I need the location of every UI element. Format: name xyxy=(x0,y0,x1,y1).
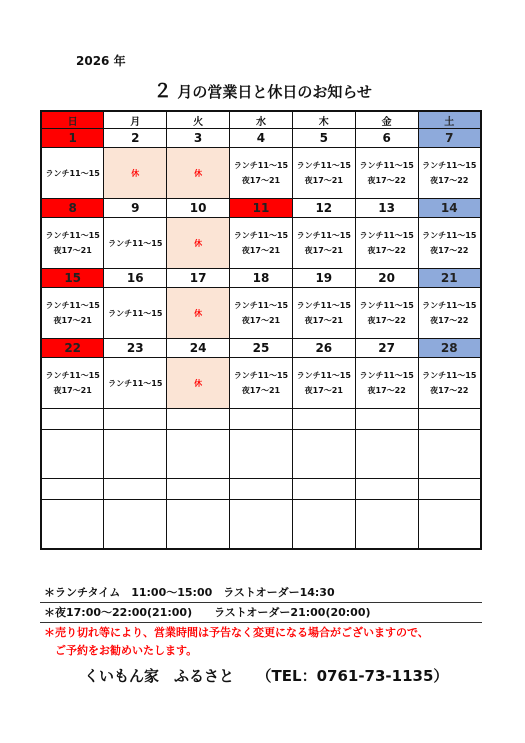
note-warning: ＊売り切れ等により、営業時間は予告なく変更になる場合がございますので、 xyxy=(44,626,429,639)
hours-line: ランチ11～15 xyxy=(233,231,289,240)
hours-line: 夜17～21 xyxy=(304,316,343,325)
empty-cell xyxy=(167,409,230,430)
date-cell: 20 xyxy=(355,269,418,288)
empty-cell xyxy=(230,500,293,550)
date-row xyxy=(41,129,481,148)
hours-cell xyxy=(418,218,481,269)
hours-line: 夜17～22 xyxy=(430,386,469,395)
closed-cell: 休 xyxy=(167,358,230,409)
date-cell: 13 xyxy=(355,199,418,218)
date-cell: 17 xyxy=(167,269,230,288)
hours-cell xyxy=(355,288,418,339)
empty-row xyxy=(41,479,481,500)
hours-line: ランチ11～15 xyxy=(422,231,477,240)
empty-cell xyxy=(355,409,418,430)
hours-cell xyxy=(41,218,104,269)
date-cell: 4 xyxy=(230,129,293,148)
hours-line: ランチ11～15 xyxy=(296,231,351,240)
hours-line: 夜17～21 xyxy=(241,316,281,325)
hours-line: 夜17～22 xyxy=(367,386,406,395)
date-cell: 6 xyxy=(355,129,418,148)
date-cell: 10 xyxy=(167,199,230,218)
closed-cell: 休 xyxy=(167,288,230,339)
hours-row xyxy=(41,358,481,409)
hours-cell xyxy=(355,218,418,269)
hours-line: 夜17～21 xyxy=(241,386,281,395)
hours-line: ランチ11～15 xyxy=(359,301,414,310)
hours-cell xyxy=(418,288,481,339)
empty-cell xyxy=(104,430,167,479)
hours-cell xyxy=(292,218,355,269)
empty-cell xyxy=(418,500,481,550)
weekday-header: 土 xyxy=(418,111,481,129)
empty-cell xyxy=(230,479,293,500)
date-cell: 26 xyxy=(292,339,355,358)
hours-line: ランチ11～15 xyxy=(233,301,289,310)
weekday-header: 月 xyxy=(104,111,167,129)
hours-line: ランチ11～15 xyxy=(422,161,477,170)
hours-line: ランチ11～15 xyxy=(233,371,289,380)
hours-line: 夜17～22 xyxy=(430,176,469,185)
hours-line: 夜17～21 xyxy=(53,316,92,325)
hours-line: ランチ11～15 xyxy=(45,168,100,178)
note-warning-cont: ご予約をお勧めいたします。 xyxy=(55,644,198,657)
hours-line: 夜17～22 xyxy=(367,316,406,325)
hours-line: ランチ11～15 xyxy=(45,231,100,240)
date-cell: 27 xyxy=(355,339,418,358)
empty-cell xyxy=(167,500,230,550)
hours-line: ランチ11～15 xyxy=(233,161,289,170)
date-cell: 25 xyxy=(230,339,293,358)
date-row xyxy=(41,339,481,358)
hours-cell xyxy=(418,358,481,409)
date-cell: 12 xyxy=(292,199,355,218)
closed-cell: 休 xyxy=(167,218,230,269)
hours-line: 夜17～21 xyxy=(304,386,343,395)
hours-cell xyxy=(292,358,355,409)
empty-cell xyxy=(230,430,293,479)
hours-line: ランチ11～15 xyxy=(108,238,163,248)
date-cell: 8 xyxy=(41,199,104,218)
hours-line: ランチ11～15 xyxy=(359,371,414,380)
hours-cell xyxy=(104,288,167,339)
empty-cell xyxy=(41,409,104,430)
empty-cell xyxy=(104,500,167,550)
hours-cell xyxy=(230,288,293,339)
title-month: ２ xyxy=(153,80,173,102)
date-cell: 9 xyxy=(104,199,167,218)
date-cell: 28 xyxy=(418,339,481,358)
shop-footer xyxy=(84,665,448,686)
hours-line: 夜17～21 xyxy=(53,386,92,395)
hours-line: 夜17～21 xyxy=(241,176,281,185)
hours-cell xyxy=(230,218,293,269)
hours-line: ランチ11～15 xyxy=(296,371,351,380)
hours-line: ランチ11～15 xyxy=(359,161,414,170)
note-dinner: ＊夜17:00～22:00(21:00) ラストオーダー21:00(20:00) xyxy=(40,603,482,623)
date-cell: 23 xyxy=(104,339,167,358)
year-label: 2026 年 xyxy=(76,54,126,68)
date-row xyxy=(41,269,481,288)
weekday-header: 火 xyxy=(167,111,230,129)
date-cell: 3 xyxy=(167,129,230,148)
empty-cell xyxy=(418,409,481,430)
weekday-header: 水 xyxy=(230,111,293,129)
shop-tel: （TEL：0761-73-1135） xyxy=(264,667,449,685)
empty-cell xyxy=(355,500,418,550)
hours-cell xyxy=(418,148,481,199)
hours-row xyxy=(41,148,481,199)
date-cell: 11 xyxy=(230,199,293,218)
empty-row xyxy=(41,409,481,430)
empty-row xyxy=(41,430,481,479)
empty-cell xyxy=(418,479,481,500)
hours-line: 夜17～22 xyxy=(367,176,406,185)
empty-cell xyxy=(292,500,355,550)
hours-cell xyxy=(292,148,355,199)
date-cell: 24 xyxy=(167,339,230,358)
note-lunch: ＊ランチタイム 11:00～15:00 ラストオーダー14:30 xyxy=(40,583,482,603)
empty-cell xyxy=(292,430,355,479)
hours-line: 夜17～21 xyxy=(53,246,92,255)
hours-line: ランチ11～15 xyxy=(422,301,477,310)
hours-cell xyxy=(104,358,167,409)
hours-row xyxy=(41,218,481,269)
empty-cell xyxy=(104,479,167,500)
hours-line: ランチ11～15 xyxy=(359,231,414,240)
weekday-header: 金 xyxy=(355,111,418,129)
empty-cell xyxy=(104,409,167,430)
empty-cell xyxy=(355,479,418,500)
hours-line: ランチ11～15 xyxy=(422,371,477,380)
weekday-header-row xyxy=(41,111,481,129)
weekday-header: 木 xyxy=(292,111,355,129)
date-cell: 16 xyxy=(104,269,167,288)
hours-cell xyxy=(230,358,293,409)
empty-cell xyxy=(292,479,355,500)
hours-cell xyxy=(230,148,293,199)
hours-cell xyxy=(41,148,104,199)
date-cell: 21 xyxy=(418,269,481,288)
hours-line: 夜17～22 xyxy=(430,316,469,325)
empty-cell xyxy=(418,430,481,479)
hours-line: 夜17～21 xyxy=(241,246,281,255)
date-cell: 1 xyxy=(41,129,104,148)
empty-cell xyxy=(167,430,230,479)
hours-cell xyxy=(41,358,104,409)
date-cell: 14 xyxy=(418,199,481,218)
hours-cell xyxy=(104,218,167,269)
hours-line: ランチ11～15 xyxy=(45,371,100,380)
closed-cell: 休 xyxy=(104,148,167,199)
shop-name: くいもん家 ふるさと xyxy=(84,667,235,685)
date-row xyxy=(41,199,481,218)
notes-section xyxy=(40,583,482,660)
hours-cell xyxy=(41,288,104,339)
hours-line: 夜17～21 xyxy=(304,246,343,255)
empty-cell xyxy=(167,479,230,500)
empty-row xyxy=(41,500,481,550)
empty-cell xyxy=(41,500,104,550)
date-cell: 15 xyxy=(41,269,104,288)
hours-line: ランチ11～15 xyxy=(108,308,163,318)
hours-line: 夜17～22 xyxy=(367,246,406,255)
empty-cell xyxy=(230,409,293,430)
hours-cell xyxy=(355,358,418,409)
empty-cell xyxy=(41,479,104,500)
page-title xyxy=(0,76,525,103)
date-cell: 5 xyxy=(292,129,355,148)
date-cell: 7 xyxy=(418,129,481,148)
empty-cell xyxy=(292,409,355,430)
closed-cell: 休 xyxy=(167,148,230,199)
hours-line: 夜17～21 xyxy=(304,176,343,185)
hours-line: ランチ11～15 xyxy=(296,301,351,310)
hours-row xyxy=(41,288,481,339)
hours-cell xyxy=(355,148,418,199)
date-cell: 19 xyxy=(292,269,355,288)
hours-line: ランチ11～15 xyxy=(296,161,351,170)
business-calendar xyxy=(40,110,482,550)
date-cell: 22 xyxy=(41,339,104,358)
date-cell: 18 xyxy=(230,269,293,288)
title-text: 月の営業日と休日のお知らせ xyxy=(177,83,372,101)
empty-cell xyxy=(355,430,418,479)
hours-line: 夜17～22 xyxy=(430,246,469,255)
date-cell: 2 xyxy=(104,129,167,148)
weekday-header: 日 xyxy=(41,111,104,129)
hours-cell xyxy=(292,288,355,339)
hours-line: ランチ11～15 xyxy=(45,301,100,310)
empty-cell xyxy=(41,430,104,479)
hours-line: ランチ11～15 xyxy=(108,378,163,388)
